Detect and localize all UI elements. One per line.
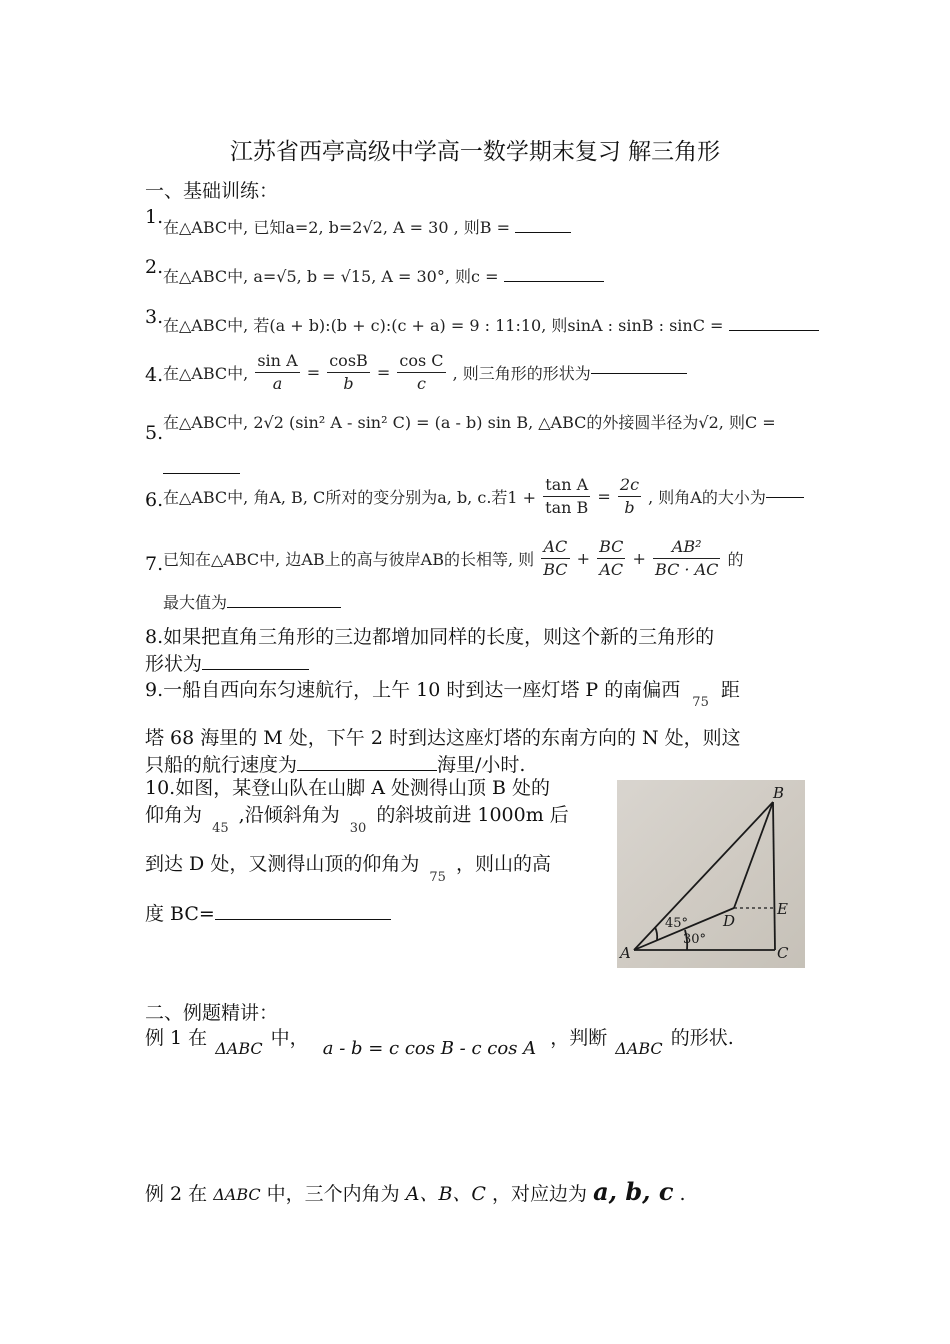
q6-post: , 则角A的大小为 bbox=[648, 488, 766, 507]
q9-line2: 塔 68 海里的 M 处，下午 2 时到达这座灯塔的东南方向的 N 处，则这 bbox=[145, 727, 741, 749]
q4-frac2-bottom: b bbox=[343, 374, 354, 393]
q9-line3a: 只船的航行速度为 bbox=[145, 754, 298, 776]
mountain-figure bbox=[617, 780, 805, 968]
q5-number: 5. bbox=[145, 422, 164, 444]
q4-post: , 则三角形的形状为 bbox=[452, 364, 591, 383]
ex1-triangle-2: ΔABC bbox=[615, 1039, 663, 1058]
q7-plus-2: + bbox=[632, 549, 646, 568]
q2-blank bbox=[504, 280, 604, 282]
q7-frac1-bottom: BC bbox=[543, 560, 568, 579]
q4-blank bbox=[591, 372, 687, 374]
ex2-a: 例 2 在 bbox=[145, 1183, 208, 1205]
q8-line1: 8.如果把直角三角形的三边都增加同样的长度，则这个新的三角形的 bbox=[145, 626, 715, 648]
q7-frac1 bbox=[541, 536, 569, 581]
q3-text bbox=[163, 313, 819, 336]
q6-pre: 在△ABC中, 角A, B, C所对的变分别为a, b, c.若1 + bbox=[163, 488, 537, 507]
ex1-a: 例 1 在 bbox=[145, 1027, 208, 1049]
q10-line3a: 到达 D 处，又测得山顶的仰角为 bbox=[145, 853, 420, 875]
q10-line2c: 的斜坡前进 1000m 后 bbox=[376, 804, 569, 826]
q5-text: 在△ABC中, 2√2 (sin² A - sin² C) = (a - b) sin B, △ABC的外接圆半径为√2, 则C = bbox=[163, 413, 776, 432]
example-2 bbox=[145, 1177, 686, 1206]
q6-frac2 bbox=[618, 474, 641, 519]
ex2-angles: A、B、C bbox=[405, 1183, 486, 1205]
line-BC bbox=[773, 802, 775, 950]
q6-blank bbox=[766, 496, 804, 498]
q7-line2-text: 最大值为 bbox=[163, 593, 228, 612]
q10-line1: 10.如图，某登山队在山脚 A 处测得山顶 B 处的 bbox=[145, 777, 551, 799]
q9-line1 bbox=[145, 675, 740, 710]
q10-line2 bbox=[145, 800, 569, 836]
q10-line2b: ,沿倾斜角为 bbox=[238, 804, 340, 826]
q3-number: 3. bbox=[145, 306, 164, 328]
q10-angle-75: 75 bbox=[429, 870, 446, 885]
q1-blank bbox=[515, 231, 571, 233]
q7-frac3 bbox=[653, 536, 720, 581]
q7-frac2-bottom: AC bbox=[599, 560, 624, 579]
q7-line2 bbox=[163, 590, 341, 613]
ex1-b: 中， bbox=[270, 1027, 309, 1049]
q8-line2 bbox=[145, 649, 309, 676]
ex2-d: . bbox=[679, 1183, 686, 1205]
label-E: E bbox=[777, 900, 788, 918]
page-title: 江苏省西亭高级中学高一数学期末复习 解三角形 bbox=[229, 139, 721, 165]
q10-line4-text: 度 BC= bbox=[145, 903, 215, 925]
q1-body: 在△ABC中, 已知a=2, b=2√2, A = 30 , 则B = bbox=[163, 218, 516, 237]
q4-text bbox=[163, 350, 687, 395]
q4-equals-2: = bbox=[376, 363, 391, 382]
q4-frac2-top: cosB bbox=[327, 350, 370, 373]
q2-text bbox=[163, 264, 604, 287]
label-angle-30: 30° bbox=[683, 932, 707, 947]
q9-line3b: 海里/小时. bbox=[437, 754, 526, 776]
q4-frac1 bbox=[255, 350, 299, 395]
label-B: B bbox=[773, 784, 785, 802]
ex1-equation: a - b = c cos B - c cos A bbox=[322, 1038, 537, 1059]
q10-line4 bbox=[145, 899, 391, 926]
q8-line2-text: 形状为 bbox=[145, 653, 203, 675]
q4-frac1-bottom: a bbox=[272, 374, 283, 393]
section-examples: 二、例题精讲： bbox=[145, 1002, 279, 1024]
arc-45 bbox=[655, 927, 657, 940]
q7-frac3-bottom: BC · AC bbox=[655, 560, 719, 579]
q10-line2a: 仰角为 bbox=[145, 804, 203, 826]
q6-frac2-bottom: b bbox=[624, 498, 635, 517]
q9-blank bbox=[297, 769, 437, 771]
q4-number: 4. bbox=[145, 364, 164, 386]
example-1 bbox=[145, 1023, 734, 1059]
q1-text bbox=[163, 215, 571, 238]
ex1-c: ，判断 bbox=[550, 1027, 608, 1049]
q9-line1b: 距 bbox=[720, 679, 740, 701]
q2-number: 2. bbox=[145, 256, 164, 278]
label-D: D bbox=[723, 912, 736, 930]
ex1-triangle: ΔABC bbox=[215, 1039, 263, 1058]
q1-number: 1. bbox=[145, 206, 164, 228]
q6-equals: = bbox=[597, 487, 611, 506]
q6-frac1-bottom: tan B bbox=[545, 498, 589, 517]
q6-text bbox=[163, 474, 804, 519]
q4-frac2 bbox=[327, 350, 370, 395]
q2-body: 在△ABC中, a=√5, b = √15, A = 30°, 则c = bbox=[163, 267, 504, 286]
q6-frac2-top: 2c bbox=[618, 474, 641, 497]
q10-line3b: ，则山的高 bbox=[455, 853, 551, 875]
q3-blank bbox=[729, 329, 819, 331]
q4-frac3 bbox=[397, 350, 445, 395]
q7-pre: 已知在△ABC中, 边AB上的高与彼岸AB的长相等, 则 bbox=[163, 550, 535, 569]
q6-number: 6. bbox=[145, 489, 164, 511]
ex2-b: 中，三个内角为 bbox=[266, 1183, 400, 1205]
q10-angle-30: 30 bbox=[349, 821, 367, 836]
q3-body: 在△ABC中, 若(a + b):(b + c):(c + a) = 9 : 11:10, 则sinA : sinB : sinC = bbox=[163, 316, 729, 335]
q7-blank bbox=[227, 606, 341, 608]
label-angle-45: 45° bbox=[665, 916, 689, 931]
ex2-triangle: ΔABC bbox=[213, 1185, 261, 1204]
ex2-c: ，对应边为 bbox=[492, 1183, 588, 1205]
q6-frac1-top: tan A bbox=[543, 474, 590, 497]
q10-blank bbox=[215, 918, 391, 920]
ex2-sides: a, b, c bbox=[593, 1177, 674, 1206]
q6-frac1 bbox=[543, 474, 590, 519]
ex1-d: 的形状. bbox=[670, 1027, 734, 1049]
q10-angle-45: 45 bbox=[212, 821, 229, 836]
q10-line3 bbox=[145, 849, 551, 885]
q7-text bbox=[163, 536, 743, 581]
q7-frac3-top: AB² bbox=[653, 536, 720, 559]
q7-frac1-top: AC bbox=[541, 536, 569, 559]
line-DB bbox=[734, 802, 773, 908]
q4-frac3-bottom: c bbox=[416, 374, 426, 393]
q4-frac3-top: cos C bbox=[397, 350, 445, 373]
q4-pre: 在△ABC中, bbox=[163, 364, 249, 383]
q7-post: 的 bbox=[727, 550, 744, 569]
q7-frac2-top: BC bbox=[597, 536, 625, 559]
label-C: C bbox=[777, 944, 789, 962]
q4-frac1-top: sin A bbox=[255, 350, 299, 373]
q7-plus-1: + bbox=[576, 549, 591, 568]
q4-equals-1: = bbox=[306, 363, 321, 382]
q9-line1a: 9.一船自西向东匀速航行，上午 10 时到达一座灯塔 P 的南偏西 bbox=[145, 679, 681, 701]
q8-blank bbox=[202, 668, 309, 670]
q7-frac2 bbox=[597, 536, 625, 581]
q7-number: 7. bbox=[145, 553, 164, 575]
q9-angle: 75 bbox=[692, 695, 709, 710]
section-basic-training: 一、基础训练： bbox=[145, 180, 279, 202]
label-A: A bbox=[620, 944, 631, 962]
mountain-diagram bbox=[617, 780, 805, 968]
